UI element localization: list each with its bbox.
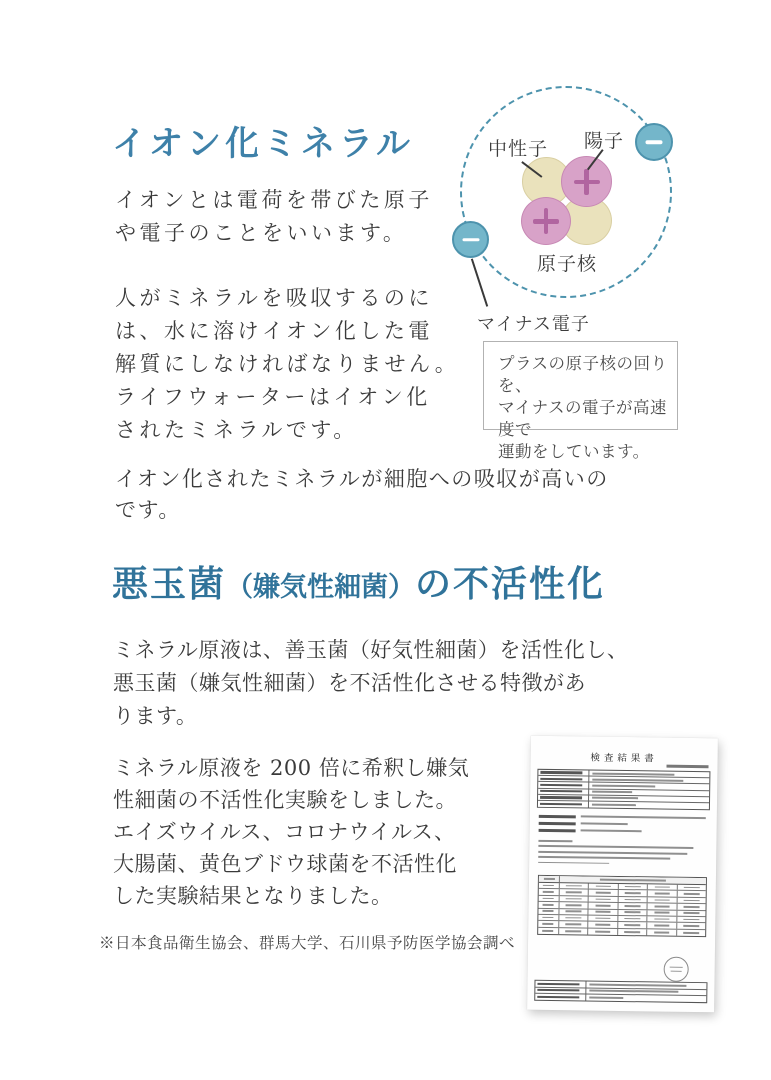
text-line: イオン化されたミネラルが細胞への吸収が高いの (115, 467, 609, 491)
text-line: プラスの原子核の回りを、 (498, 354, 668, 395)
certificate-spec-block (539, 815, 708, 838)
electron-pointer-line (471, 259, 488, 307)
electron-label: マイナス電子 (477, 314, 590, 335)
table-row (538, 801, 709, 810)
certificate-title: 検査結果書 (590, 752, 658, 765)
neutron-label: 中性子 (488, 138, 549, 160)
nucleus-label: 原子核 (537, 253, 598, 275)
text-line: した実験結果となりました。 (113, 884, 393, 908)
electron-circle (452, 221, 489, 258)
minus-icon (462, 238, 479, 242)
minus-icon (646, 140, 663, 144)
plus-icon (533, 208, 559, 234)
ion-paragraph-1 (115, 184, 433, 250)
text-line: ミネラル原液は、善玉菌（好気性細菌）を活性化し、 (113, 638, 629, 662)
title-main: 悪玉菌 (112, 563, 227, 605)
text-line: エイズウイルス、コロナウイルス、 (113, 820, 456, 844)
text-line: です。 (115, 498, 181, 522)
proton-label: 陽子 (584, 130, 625, 152)
certificate-ref-number (666, 765, 708, 768)
source-footnote: ※日本食品衛生協会、群馬大学、石川県予防医学協会調べ (99, 934, 516, 952)
text-line: ります。 (113, 704, 198, 728)
ion-section-title: イオン化ミネラル (112, 124, 414, 164)
text-line: されたミネラルです。 (115, 418, 358, 442)
text-line: 解質にしなければなりません。 (115, 352, 460, 376)
certificate-seal-stamp (664, 957, 689, 982)
certificate-notes-block (538, 840, 707, 869)
certificate-footer-table (534, 980, 707, 1003)
ion-paragraph-3 (115, 464, 609, 526)
electron-circle (635, 123, 673, 161)
certificate-header-table (537, 769, 711, 811)
certificate-result-table (537, 875, 707, 937)
text-line: マイナスの電子が高速度で (498, 398, 668, 439)
proton-circle (521, 197, 571, 245)
ion-paragraph-2 (115, 282, 459, 447)
text-line: や電子のことをいいます。 (115, 221, 408, 245)
plus-icon (574, 169, 600, 195)
text-line: 性細菌の不活性化実験をしました。 (113, 788, 457, 812)
text-line: 人がミネラルを吸収するのに (115, 286, 433, 310)
proton-circle (561, 156, 612, 207)
text-line: 悪玉菌（嫌気性細菌）を不活性化させる特徴があ (113, 671, 586, 695)
text-line: イオンとは電荷を帯びた原子 (115, 188, 433, 212)
title-paren: （嫌気性細菌） (226, 572, 416, 603)
electron-callout-box (483, 341, 678, 461)
text-line: は、水に溶けイオン化した電 (115, 319, 433, 343)
text-line: ライフウォーターはイオン化 (115, 385, 431, 409)
text-line: 大腸菌、黄色ブドウ球菌を不活性化 (113, 852, 457, 876)
table-row (535, 994, 706, 1003)
text-line: ミネラル原液を 200 倍に希釈し嫌気 (113, 756, 470, 780)
bacteria-section-title (112, 556, 605, 607)
table-row (538, 928, 705, 937)
bacteria-paragraph-1 (113, 634, 628, 733)
bacteria-paragraph-2 (113, 752, 469, 912)
title-suffix: の不活性化 (415, 563, 606, 605)
inspection-certificate-image (527, 736, 718, 1013)
text-line: 運動をしています。 (498, 442, 650, 461)
